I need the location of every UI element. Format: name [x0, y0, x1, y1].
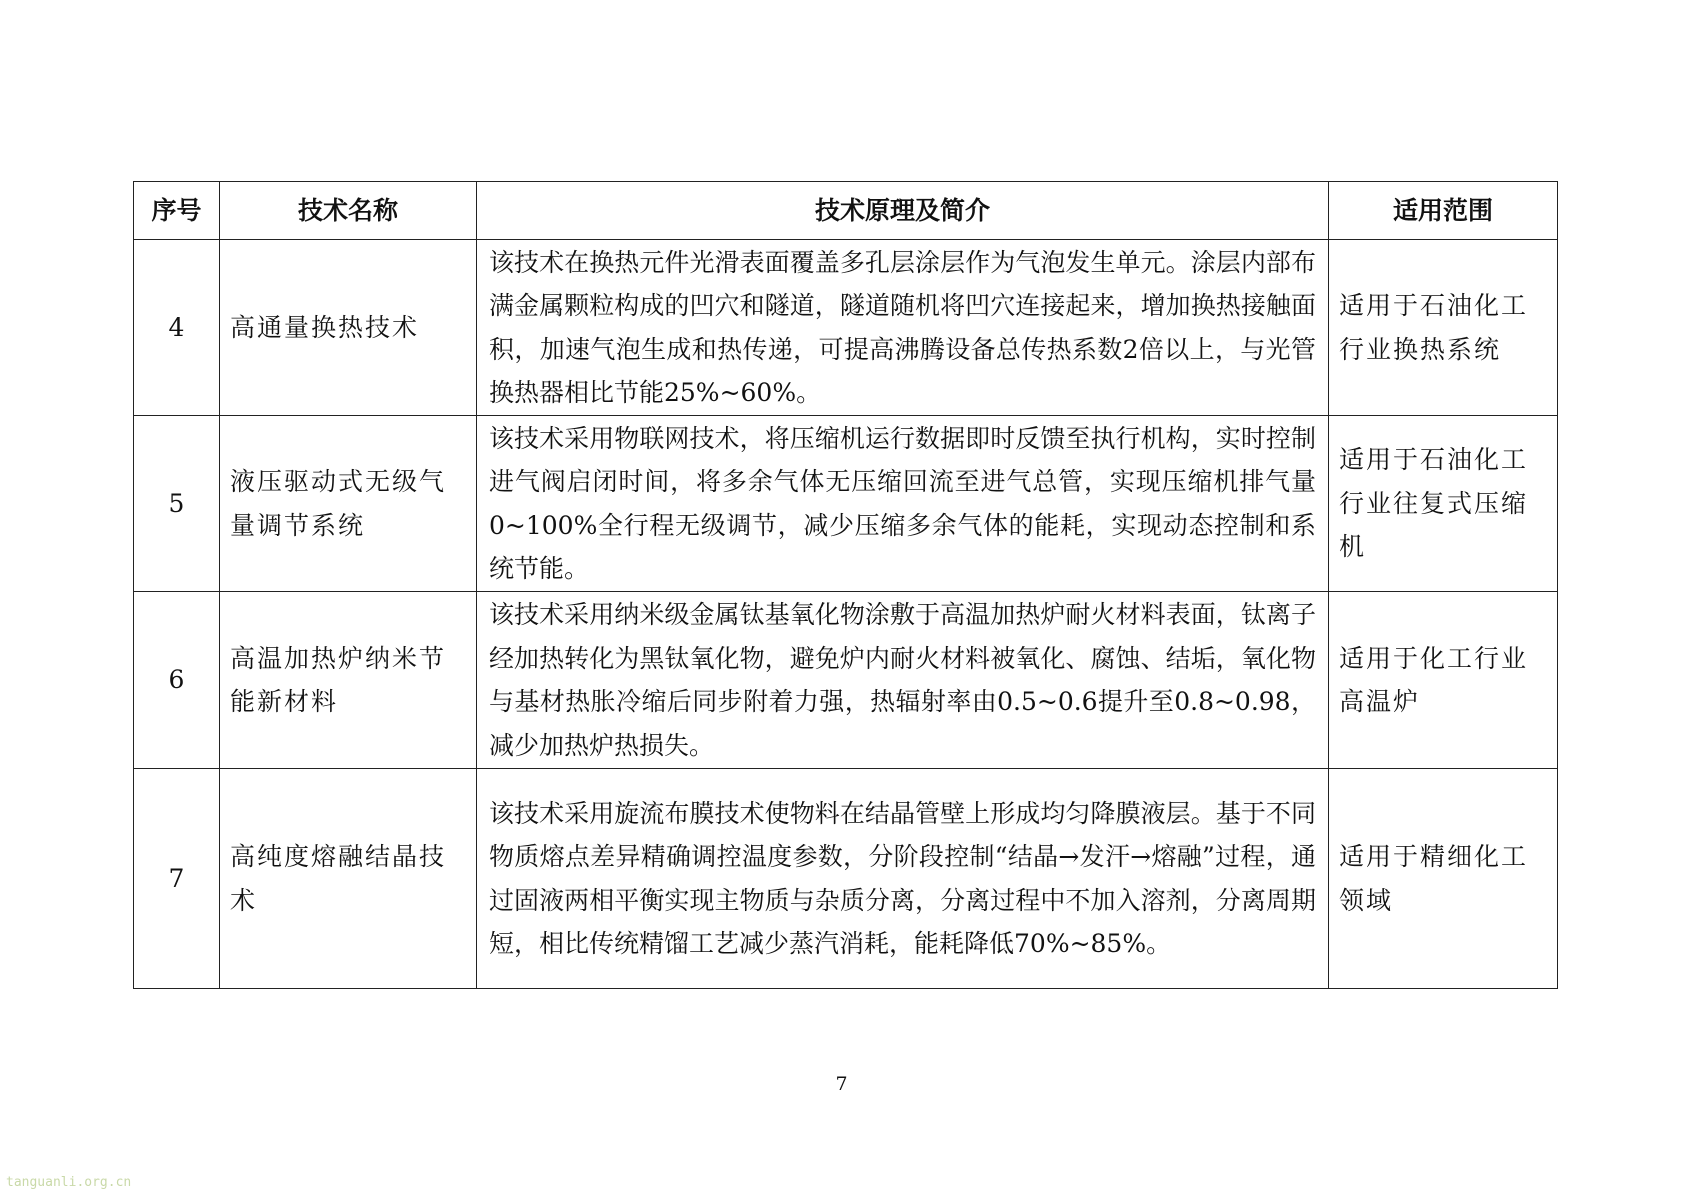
- header-description: 技术原理及简介: [477, 182, 1329, 240]
- row-name: 液压驱动式无级气量调节系统: [220, 416, 477, 592]
- row-scope: 适用于精细化工领域: [1329, 769, 1558, 989]
- row-no: 7: [134, 769, 220, 989]
- row-description: 该技术采用纳米级金属钛基氧化物涂敷于高温加热炉耐火材料表面，钛离子经加热转化为黑钛氧化物，避免炉内耐火材料被氧化、腐蚀、结垢，氧化物与基材热胀冷缩后同步附着力强，热辐射率由0.5~0.6提升至0.8~0.98，减少加热炉热损失。: [477, 592, 1329, 769]
- table-row: [134, 769, 1558, 989]
- row-name: 高通量换热技术: [220, 240, 477, 416]
- row-description: 该技术采用物联网技术，将压缩机运行数据即时反馈至执行机构，实时控制进气阀启闭时间，将多余气体无压缩回流至进气总管，实现压缩机排气量0~100%全行程无级调节，减少压缩多余气体的能耗，实现动态控制和系统节能。: [477, 416, 1329, 592]
- row-description: 该技术在换热元件光滑表面覆盖多孔层涂层作为气泡发生单元。涂层内部布满金属颗粒构成的凹穴和隧道，隧道随机将凹穴连接起来，增加换热接触面积，加速气泡生成和热传递，可提高沸腾设备总传热系数2倍以上，与光管换热器相比节能25%~60%。: [477, 240, 1329, 416]
- technology-table: [133, 181, 1558, 989]
- watermark-text: tanguanli.org.cn: [6, 1175, 132, 1190]
- table-row: [134, 416, 1558, 592]
- header-scope: 适用范围: [1329, 182, 1558, 240]
- row-scope: 适用于石油化工行业往复式压缩机: [1329, 416, 1558, 592]
- page-number: 7: [835, 1073, 848, 1095]
- row-no: 5: [134, 416, 220, 592]
- table-row: [134, 592, 1558, 769]
- row-description: 该技术采用旋流布膜技术使物料在结晶管壁上形成均匀降膜液层。基于不同物质熔点差异精确调控温度参数，分阶段控制“结晶→发汗→熔融”过程，通过固液两相平衡实现主物质与杂质分离，分离过程中不加入溶剂，分离周期短，相比传统精馏工艺减少蒸汽消耗，能耗降低70%~85%。: [477, 769, 1329, 989]
- row-no: 6: [134, 592, 220, 769]
- row-name: 高纯度熔融结晶技术: [220, 769, 477, 989]
- row-name: 高温加热炉纳米节能新材料: [220, 592, 477, 769]
- row-no: 4: [134, 240, 220, 416]
- table-header-row: [134, 182, 1558, 240]
- row-scope: 适用于化工行业高温炉: [1329, 592, 1558, 769]
- header-name: 技术名称: [220, 182, 477, 240]
- header-no: 序号: [134, 182, 220, 240]
- row-scope: 适用于石油化工行业换热系统: [1329, 240, 1558, 416]
- table-row: [134, 240, 1558, 416]
